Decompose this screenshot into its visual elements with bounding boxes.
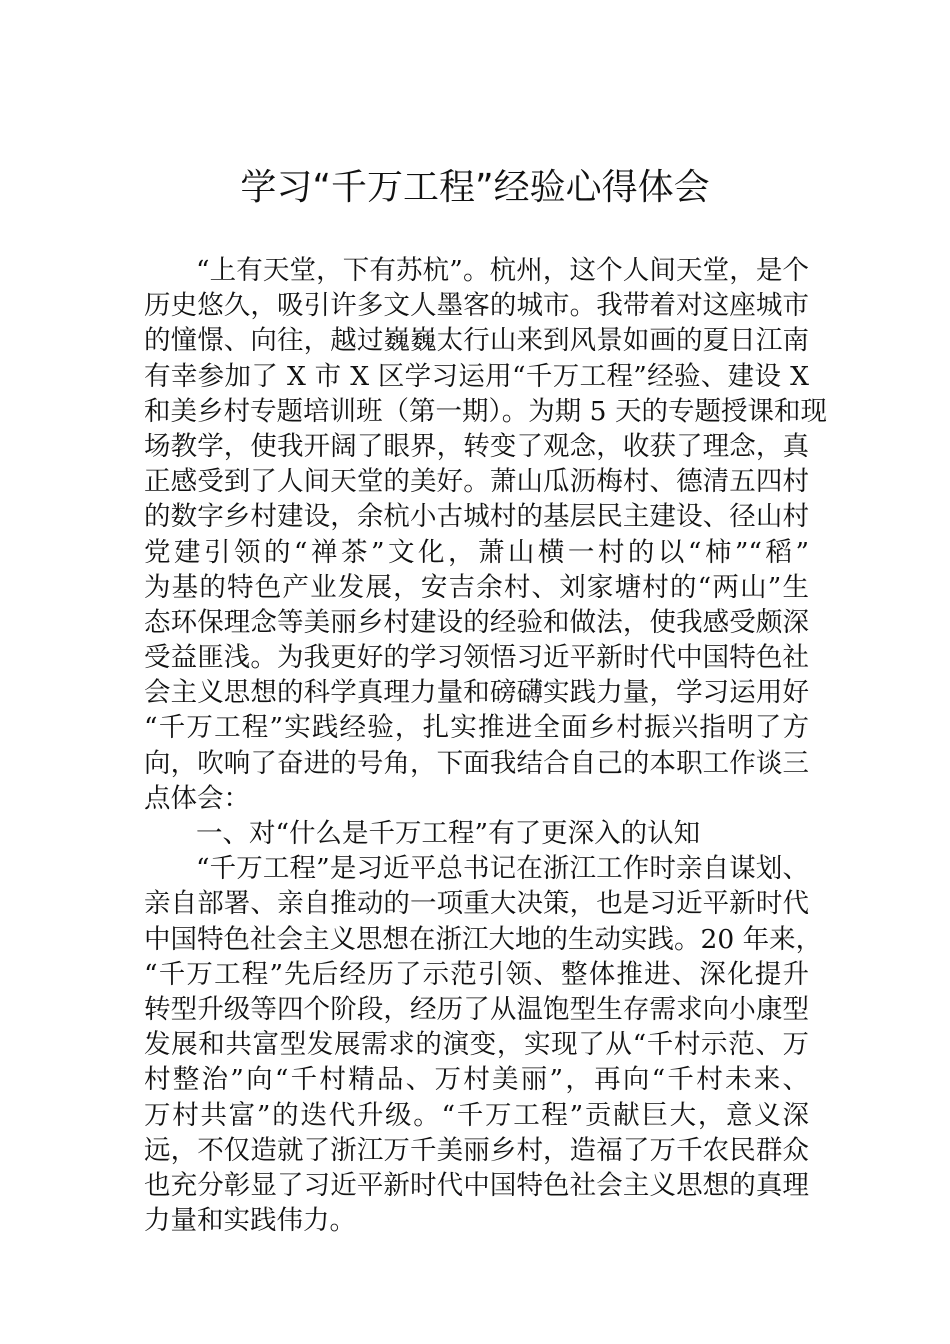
paragraph-project-overview xyxy=(144,851,823,1238)
text-line: “上有天堂，下有苏杭”。杭州，这个人间天堂，是个 xyxy=(196,255,809,286)
text-line: 有幸参加了 X 市 X 区学习运用“千万工程”经验、建设 X xyxy=(144,360,809,392)
text-line: 也充分彰显了习近平新时代中国特色社会主义思想的真理 xyxy=(144,1169,809,1201)
text-line: 正感受到了人间天堂的美好。萧山瓜沥梅村、德清五四村 xyxy=(144,466,809,498)
text-line: 会主义思想的科学真理力量和磅礴实践力量，学习运用好 xyxy=(144,677,809,709)
text-line: 态环保理念等美丽乡村建设的经验和做法，使我感受颇深 xyxy=(144,606,809,638)
text-line: 向，吹响了奋进的号角，下面我结合自己的本职工作谈三 xyxy=(144,747,809,779)
text-line: “千万工程”先后经历了示范引领、整体推进、深化提升 xyxy=(144,958,809,990)
text-line: 的数字乡村建设，余杭小古城村的基层民主建设、径山村 xyxy=(144,501,809,533)
text-line: 中国特色社会主义思想在浙江大地的生动实践。20 年来， xyxy=(144,923,823,955)
text-line: 党建引领的“禅茶”文化，萧山横一村的以“柿”“稻” xyxy=(144,536,809,568)
text-line: “千万工程”是习近平总书记在浙江工作时亲自谋划、 xyxy=(196,853,809,885)
section-heading xyxy=(144,816,809,851)
text-line: 万村共富”的迭代升级。“千万工程”贡献巨大，意义深 xyxy=(144,1099,809,1131)
text-line: 场教学，使我开阔了眼界，转变了观念，收获了理念，真 xyxy=(144,430,809,462)
text-line: 村整治”向“千村精品、万村美丽”，再向“千村未来、 xyxy=(144,1064,809,1096)
document-body xyxy=(144,253,827,1238)
text-line: 远，不仅造就了浙江万千美丽乡村，造福了万千农民群众 xyxy=(144,1134,809,1166)
text-line: 受益匪浅。为我更好的学习领悟习近平新时代中国特色社 xyxy=(144,642,809,674)
text-line: 为基的特色产业发展，安吉余村、刘家塘村的“两山”生 xyxy=(144,571,809,603)
text-line: “千万工程”实践经验，扎实推进全面乡村振兴指明了方 xyxy=(144,712,809,744)
text-line: 和美乡村专题培训班（第一期）。为期 5 天的专题授课和现 xyxy=(144,395,827,427)
text-line: 亲自部署、亲自推动的一项重大决策，也是习近平新时代 xyxy=(144,888,809,920)
text-line: 发展和共富型发展需求的演变，实现了从“千村示范、万 xyxy=(144,1029,809,1061)
text-line: 转型升级等四个阶段，经历了从温饱型生存需求向小康型 xyxy=(144,993,809,1025)
text-line: 历史悠久，吸引许多文人墨客的城市。我带着对这座城市 xyxy=(144,290,809,322)
text-line: 的憧憬、向往，越过巍巍太行山来到风景如画的夏日江南 xyxy=(144,325,809,357)
heading-line: 一、对“什么是千万工程”有了更深入的认知 xyxy=(196,818,701,849)
document-title: 学习“千万工程”经验心得体会 xyxy=(240,167,710,208)
paragraph-intro xyxy=(144,253,827,816)
text-line: 点体会： xyxy=(144,782,250,814)
text-line: 力量和实践伟力。 xyxy=(144,1205,356,1237)
